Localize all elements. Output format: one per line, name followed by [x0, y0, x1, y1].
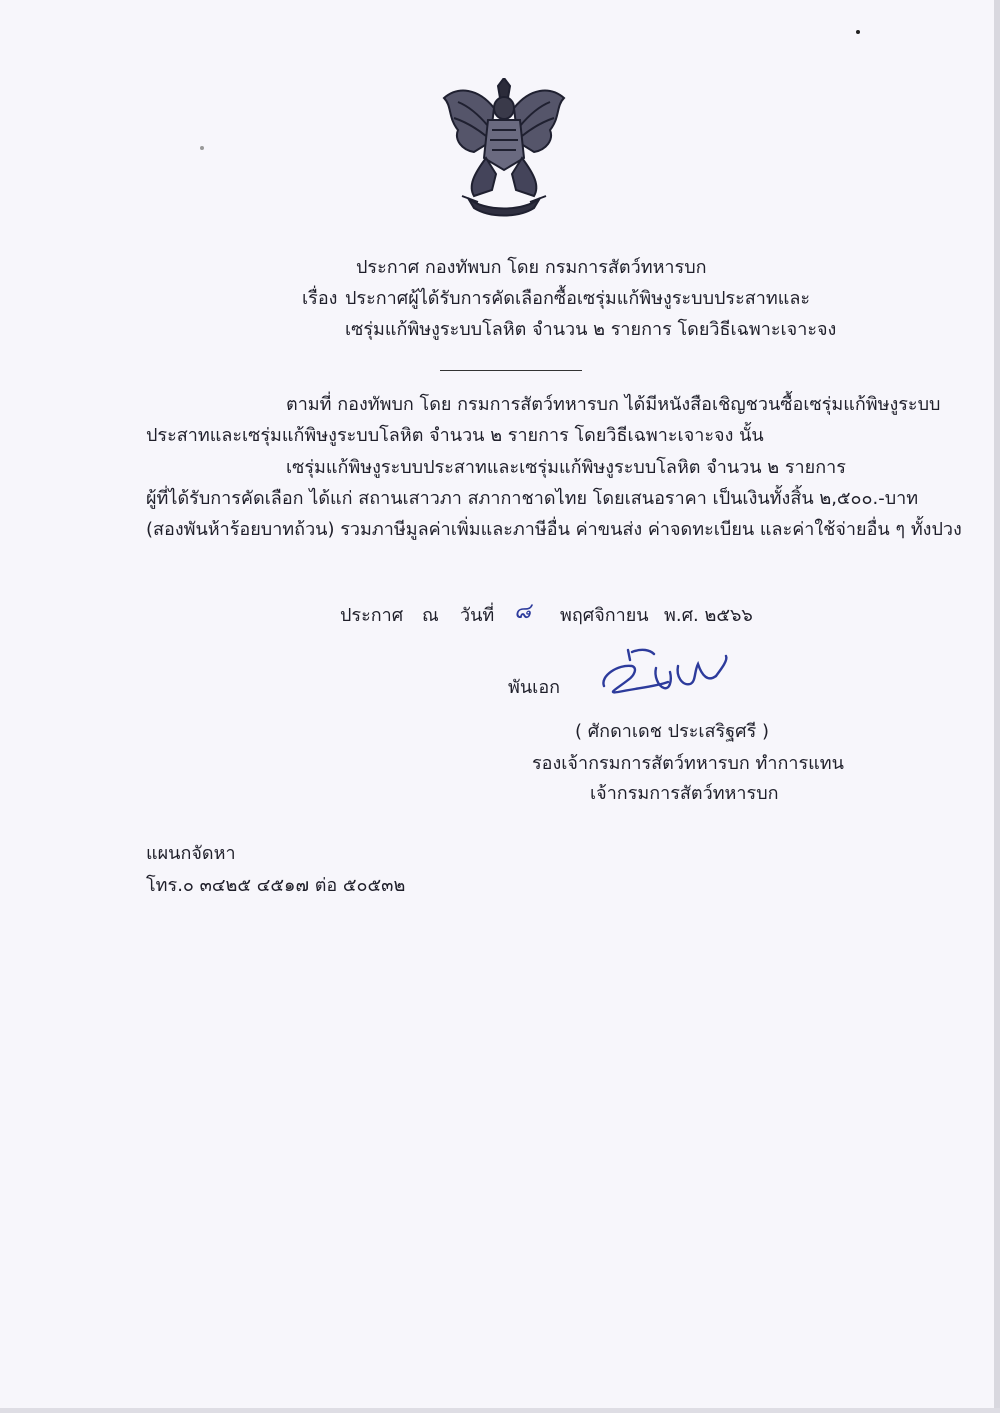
header-divider	[440, 370, 582, 371]
paragraph-2-line-2: ผู้ที่ได้รับการคัดเลือก ได้แก่ สถานเสาวภา สภากาชาดไทย โดยเสนอราคา เป็นเงินทั้งสิ้น ๒,๕๐๐.-บาท	[146, 488, 919, 509]
page-edge-bottom	[0, 1408, 1000, 1413]
contact-department: แผนกจัดหา	[146, 843, 236, 864]
paragraph-1-line-1: ตามที่ กองทัพบก โดย กรมการสัตว์ทหารบก ได้มีหนังสือเชิญชวนซื้อเซรุ่มแก้พิษงูระบบ	[286, 394, 941, 415]
dateline-month: พฤศจิกายน	[560, 605, 649, 626]
scan-speck	[856, 30, 860, 34]
signatory-name: ( ศักดาเดช ประเสริฐศรี )	[575, 721, 769, 742]
announcement-heading: ประกาศ กองทัพบก โดย กรมการสัตว์ทหารบก	[356, 257, 707, 278]
dateline-year: พ.ศ. ๒๕๖๖	[664, 605, 753, 626]
subject-line-2: เซรุ่มแก้พิษงูระบบโลหิต จำนวน ๒ รายการ โดยวิธีเฉพาะเจาะจง	[345, 319, 837, 340]
garuda-emblem-icon	[438, 78, 570, 220]
signatory-position-line-2: เจ้ากรมการสัตว์ทหารบก	[590, 783, 779, 804]
page-edge-right	[994, 0, 1000, 1413]
scan-speck	[200, 146, 204, 150]
dateline-day-label: วันที่	[460, 605, 495, 626]
handwritten-signature	[598, 646, 734, 706]
contact-phone: โทร.๐ ๓๔๒๕ ๔๕๑๗ ต่อ ๕๐๕๓๒	[146, 875, 406, 896]
paragraph-2-line-1: เซรุ่มแก้พิษงูระบบประสาทและเซรุ่มแก้พิษงูระบบโลหิต จำนวน ๒ รายการ	[286, 457, 846, 478]
dateline-announced: ประกาศ	[340, 605, 404, 626]
paragraph-1-line-2: ประสาทและเซรุ่มแก้พิษงูระบบโลหิต จำนวน ๒ รายการ โดยวิธีเฉพาะเจาะจง นั้น	[146, 425, 764, 446]
signatory-position-line-1: รองเจ้ากรมการสัตว์ทหารบก ทำการแทน	[532, 753, 844, 774]
paragraph-2-line-3: (สองพันห้าร้อยบาทถ้วน) รวมภาษีมูลค่าเพิ่มและภาษีอื่น ค่าขนส่ง ค่าจดทะเบียน และค่าใช้จ่ายอื่น ๆ ทั้งปวง	[146, 519, 962, 540]
signatory-rank: พันเอก	[508, 677, 561, 698]
dateline-at: ณ	[422, 605, 439, 626]
subject-line-1: ประกาศผู้ได้รับการคัดเลือกซื้อเซรุ่มแก้พิษงูระบบประสาทและ	[345, 288, 811, 309]
subject-label: เรื่อง	[302, 288, 338, 309]
dateline-day: ๘	[514, 599, 531, 624]
